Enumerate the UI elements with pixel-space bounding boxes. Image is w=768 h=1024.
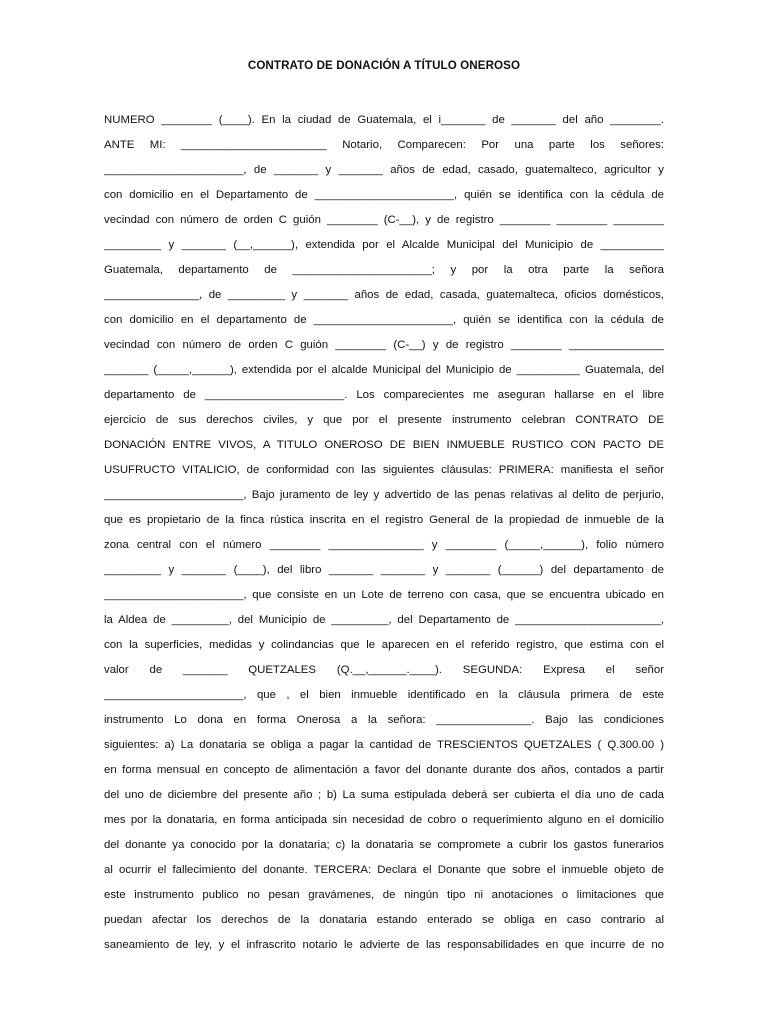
body-line: mes por la donataria, en forma anticipada sin necesidad de cobro o requerimiento alguno en el domicilio <box>104 814 664 826</box>
body-line: instrumento Lo dona en forma Onerosa a la señora: _______________. Bajo las condiciones <box>104 714 664 726</box>
body-line: ______________________, Bajo juramento de ley y advertido de las penas relativas al delito de perjurio, <box>104 489 664 501</box>
body-line: _________ y _______ (____), del libro _______ _______ y _______ (______) del departamento de <box>104 564 664 576</box>
document-title: CONTRATO DE DONACIÓN A TÍTULO ONEROSO <box>247 59 521 72</box>
body-line: Guatemala, departamento de ______________________; y por la otra parte la señora <box>104 264 664 276</box>
body-line: siguientes: a) La donataria se obliga a pagar la cantidad de TRESCIENTOS QUETZALES ( Q.300.00 ) <box>104 739 664 751</box>
body-line: ANTE MI: _______________________ Notario, Comparecen: Por una parte los señores: <box>104 139 664 151</box>
body-line: puedan afectar los derechos de la donataria estando enterado se obliga en caso contrario al <box>104 914 664 926</box>
body-line: departamento de ______________________. Los comparecientes me aseguran hallarse en el libre <box>104 389 664 401</box>
body-line: valor de _______ QUETZALES (Q.__,______.____). SEGUNDA: Expresa el señor <box>104 664 664 676</box>
body-line: ______________________, de _______ y _______ años de edad, casado, guatemalteco, agricultor y <box>104 164 664 176</box>
contract-body <box>104 108 664 958</box>
body-line: con domicilio en el departamento de ______________________, quién se identifica con la cédula de <box>104 314 664 326</box>
body-line: ______________________, que , el bien inmueble identificado en la cláusula primera de este <box>104 689 664 701</box>
body-line: este instrumento publico no pesan gravámenes, de ningún tipo ni anotaciones o limitaciones que <box>104 889 664 901</box>
body-line: al ocurrir el fallecimiento del donante. TERCERA: Declara el Donante que sobre el inmueble objeto de <box>104 864 664 876</box>
body-line: NUMERO ________ (____). En la ciudad de Guatemala, el i_______ de _______ del año ________. <box>104 114 664 126</box>
body-line: DONACIÓN ENTRE VIVOS, A TITULO ONEROSO DE BIEN INMUEBLE RUSTICO CON PACTO DE <box>104 439 664 451</box>
body-line: del donante ya conocido por la donataria; c) la donataria se compromete a cubrir los gastos funerarios <box>104 839 664 851</box>
body-line: ______________________, que consiste en un Lote de terreno con casa, que se encuentra ubicado en <box>104 589 664 601</box>
body-line: del uno de diciembre del presente año ; b) La suma estipulada deberá ser cubierta el día uno de cada <box>104 789 664 801</box>
body-line: ejercicio de sus derechos civiles, y que por el presente instrumento celebran CONTRATO DE <box>104 414 664 426</box>
body-line: la Aldea de _________, del Municipio de _________, del Departamento de _______________________, <box>104 614 664 626</box>
body-line: en forma mensual en concepto de alimentación a favor del donante durante dos años, contados a partir <box>104 764 664 776</box>
body-line: que es propietario de la finca rústica inscrita en el registro General de la propiedad de inmueble de la <box>104 514 664 526</box>
body-line: _______ (_____,______), extendida por el alcalde Municipal del Municipio de __________ Guatemala, del <box>104 364 664 376</box>
body-line: _______________, de _________ y _______ años de edad, casada, guatemalteca, oficios domésticos, <box>104 289 664 301</box>
body-line: USUFRUCTO VITALICIO, de conformidad con las siguientes cláusulas: PRIMERA: manifiesta el señor <box>104 464 664 476</box>
body-line: zona central con el número ________ _______________ y ________ (_____,______), folio número <box>104 539 664 551</box>
body-line: vecindad con número de orden C guión ________ (C-__), y de registro ________ ________ ________ <box>104 214 664 226</box>
body-line: con domicilio en el Departamento de ______________________, quién se identifica con la cédula de <box>104 189 664 201</box>
body-line: _________ y _______ (__,______), extendida por el Alcalde Municipal del Municipio de __________ <box>104 239 664 251</box>
body-line: con la superficies, medidas y colindancias que le aparecen en el referido registro, que estima con el <box>104 639 664 651</box>
body-line: vecindad con número de orden C guión ________ (C-__) y de registro ________ _______________ <box>104 339 664 351</box>
body-line: saneamiento de ley, y el infrascrito notario le advierte de las responsabilidades en que incurre de no <box>104 939 664 951</box>
